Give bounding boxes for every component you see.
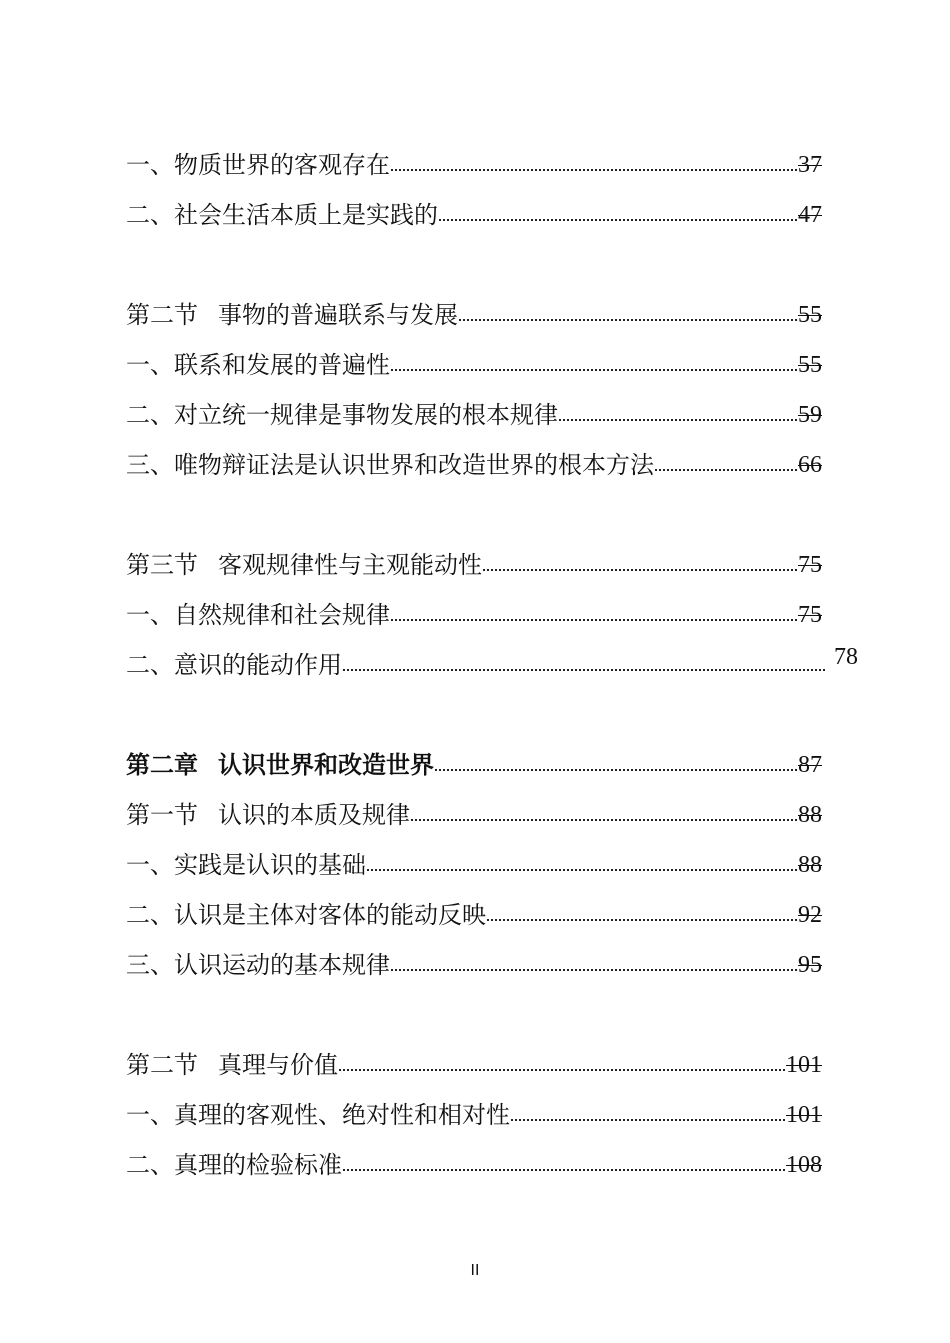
toc-entry[interactable] [126,646,858,680]
toc-entry[interactable] [126,1146,822,1180]
toc-entry-page: 101 [786,1052,822,1078]
dot-leader [367,869,797,871]
dot-leader [439,219,797,221]
toc-entry[interactable] [126,196,822,230]
toc-entry-label: 一、真理的客观性、绝对性和相对性 [126,1101,510,1129]
toc-entry[interactable] [126,146,822,180]
dot-leader [391,969,797,971]
dot-leader [511,1119,785,1121]
toc-entry[interactable] [126,446,822,480]
toc-entry[interactable] [126,396,822,430]
toc-entry-label: 二、真理的检验标准 [126,1151,342,1179]
toc-entry-page: 88 [798,852,822,878]
toc-entry-label: 第二节 事物的普遍联系与发展 [126,301,458,329]
dot-leader [559,419,797,421]
toc-entry-page: 75 [798,552,822,578]
toc-entry-label: 二、社会生活本质上是实践的 [126,201,438,229]
dot-leader [391,369,797,371]
toc-entry-label: 二、对立统一规律是事物发展的根本规律 [126,401,558,429]
toc-entry[interactable] [126,596,822,630]
toc-section-entry[interactable] [126,296,822,330]
dot-leader [343,1169,785,1171]
dot-leader [391,169,797,171]
toc-entry-page: 95 [798,952,822,978]
toc-entry-label: 第二节 真理与价值 [126,1051,338,1079]
toc-entry-page: 88 [798,802,822,828]
dot-leader [655,469,797,471]
toc-entry-page: 47 [798,202,822,228]
toc-entry[interactable] [126,946,822,980]
toc-entry-label: 三、认识运动的基本规律 [126,951,390,979]
toc-entry-page: 108 [786,1152,822,1178]
toc-entry-page: 55 [798,302,822,328]
dot-leader [339,1069,785,1071]
toc-entry-page: 78 [834,644,858,670]
toc-entry-label: 一、物质世界的客观存在 [126,151,390,179]
toc-entry-page: 66 [798,452,822,478]
toc-entry-page: 92 [798,902,822,928]
toc-entry-label: 二、意识的能动作用 [126,651,342,679]
toc-section-entry[interactable] [126,796,822,830]
dot-leader [391,619,797,621]
toc-entry-page: 75 [798,602,822,628]
toc-chapter-entry[interactable] [126,746,822,780]
toc-entry-page: 101 [786,1102,822,1128]
toc-entry-page: 59 [798,402,822,428]
dot-leader [487,919,797,921]
toc-entry[interactable] [126,846,822,880]
toc-entry-label: 二、认识是主体对客体的能动反映 [126,901,486,929]
page-number: II [470,1262,480,1279]
toc-entry-page: 37 [798,152,822,178]
toc-entry-label: 第三节 客观规律性与主观能动性 [126,551,482,579]
toc-section-entry[interactable] [126,1046,822,1080]
toc-entry-label: 第二章 认识世界和改造世界 [126,750,434,779]
toc-entry[interactable] [126,1096,822,1130]
toc-entry-label: 一、自然规律和社会规律 [126,601,390,629]
toc-entry[interactable] [126,896,822,930]
dot-leader [435,769,797,771]
dot-leader [343,669,825,671]
dot-leader [483,569,797,571]
toc-entry-label: 一、实践是认识的基础 [126,851,366,879]
dot-leader [411,819,797,821]
toc-entry-label: 一、联系和发展的普遍性 [126,351,390,379]
toc-entry[interactable] [126,346,822,380]
toc-entry-label: 第一节 认识的本质及规律 [126,801,410,829]
toc-section-entry[interactable] [126,546,822,580]
dot-leader [459,319,797,321]
toc-entry-page: 87 [798,752,822,778]
toc-entry-page: 55 [798,352,822,378]
toc-entry-label: 三、唯物辩证法是认识世界和改造世界的根本方法 [126,451,654,479]
